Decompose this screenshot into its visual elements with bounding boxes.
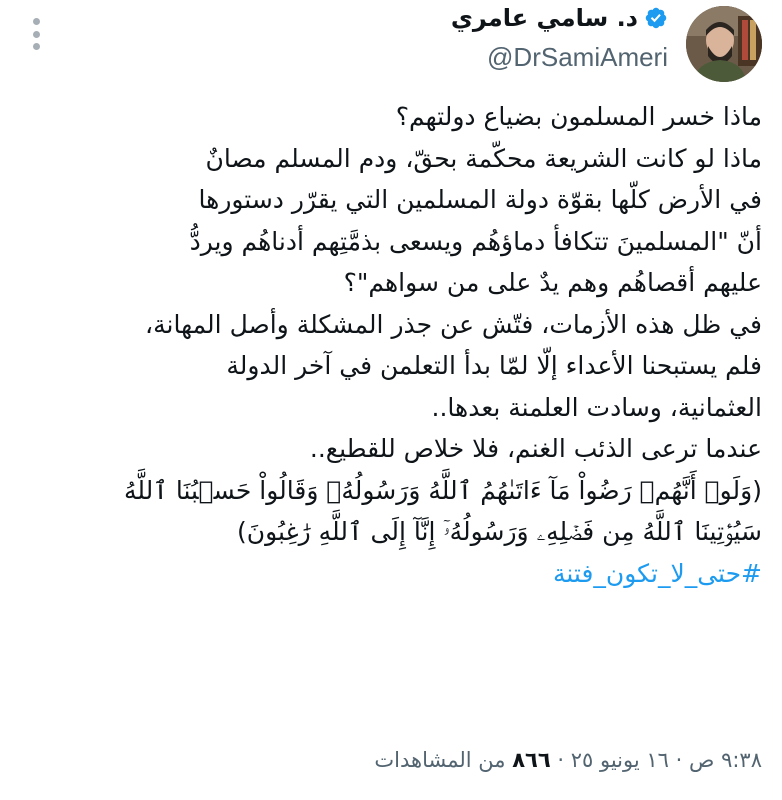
verified-badge-icon: [644, 6, 668, 30]
views-count: ٨٦٦: [512, 748, 551, 772]
meta-separator: ·: [557, 748, 565, 772]
tweet-line: أنّ "المسلمينَ تتكافأ دماؤهُم ويسعى بذمَّتِهم أدناهُم ويردُّ: [189, 226, 762, 256]
tweet-line: سَيُؤۡتِينَا ٱللَّهُ مِن فَضۡلِهِۦ وَرَسُولُهُۥٓ إِنَّآ إِلَى ٱللَّهِ رَٰغِبُونَ): [236, 517, 762, 546]
tweet-date[interactable]: ١٦ يونيو ٢٥: [570, 748, 669, 772]
avatar[interactable]: [686, 6, 762, 82]
tweet-time[interactable]: ٩:٣٨ ص: [689, 748, 762, 772]
more-vertical-icon-dot: [33, 18, 40, 25]
display-name[interactable]: د. سامي عامري: [450, 4, 638, 32]
tweet-line: عليهم أقصاهُم وهم يدٌ على من سواهم"؟: [343, 268, 762, 297]
tweet-line: في الأرض كلّها بقوّة دولة المسلمين التي يقرّر دستورها: [198, 185, 762, 214]
tweet-line: فلم يستبحنا الأعداء إلّا لمّا بدأ التعلمن في آخر الدولة: [226, 351, 762, 380]
more-vertical-icon-dot: [33, 43, 40, 50]
views-label: من المشاهدات: [374, 748, 506, 772]
more-options-button[interactable]: [30, 18, 42, 50]
author-handle[interactable]: @DrSamiAmeri: [487, 42, 668, 72]
tweet-line: عندما ترعى الذئب الغنم، فلا خلاص للقطيع..: [309, 434, 762, 463]
author-name-row[interactable]: [451, 4, 668, 32]
tweet-line: ماذا لو كانت الشريعة محكّمة بحقّ، ودم المسلم مصانٌ: [205, 143, 762, 173]
tweet-line: ماذا خسر المسلمون بضياع دولتهم؟: [395, 102, 762, 131]
tweet-line: (وَلَوۡ أَنَّهُمۡ رَضُواْ مَآ ءَاتَىٰهُمُ ٱللَّهُ وَرَسُولُهُۥ وَقَالُواْ حَسۡبُنَا ٱللَّهُ: [124, 475, 762, 505]
tweet-meta: [374, 748, 762, 772]
avatar-image: [686, 6, 762, 82]
more-vertical-icon-dot: [33, 31, 40, 38]
tweet-line: في ظل هذه الأزمات، فتّش عن جذر المشكلة وأصل المهانة،: [145, 309, 762, 339]
hashtag-link[interactable]: #حتى_لا_تكون_فتنة: [552, 558, 762, 588]
tweet-text: [18, 96, 762, 594]
tweet-line: العثمانية، وسادت العلمنة بعدها..: [431, 392, 762, 422]
meta-separator: ·: [675, 748, 683, 772]
